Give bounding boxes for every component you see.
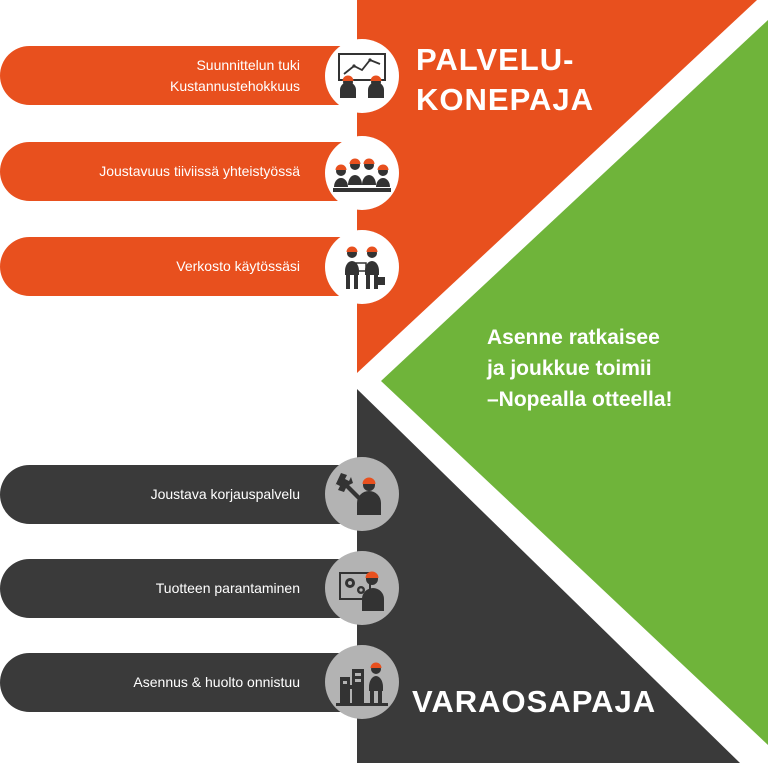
network-workers-icon	[325, 230, 399, 304]
installation-maintenance-icon	[325, 645, 399, 719]
item-label: Verkosto käytössäsi	[176, 258, 300, 274]
design-presentation-icon	[325, 39, 399, 113]
item-label: Joustava korjauspalvelu	[150, 486, 300, 502]
item-label: Joustavuus tiiviissä yhteistyössä	[99, 163, 300, 179]
item-label: Tuotteen parantaminen	[155, 580, 300, 596]
title-line-1: PALVELU-	[416, 42, 575, 77]
slogan-line-3: –Nopealla otteella!	[487, 388, 673, 411]
palvelukonepaja-title	[416, 40, 594, 120]
service-item-design-support	[0, 46, 372, 105]
team-collaboration-icon	[325, 136, 399, 210]
service-item-network	[0, 237, 372, 296]
service-item-repair	[0, 465, 372, 524]
item-label-line-2: Kustannustehokkuus	[170, 77, 300, 94]
service-item-flexibility	[0, 142, 372, 201]
service-item-product-improvement	[0, 559, 372, 618]
repair-wrench-icon	[325, 457, 399, 531]
title-line-2: KONEPAJA	[416, 82, 594, 117]
item-label-line-1: Suunnittelun tuki	[196, 56, 300, 73]
slogan	[487, 322, 673, 415]
product-improvement-icon	[325, 551, 399, 625]
slogan-line-2: ja joukkue toimii	[487, 357, 652, 380]
varaosapaja-title: VARAOSAPAJA	[412, 684, 657, 719]
service-item-installation	[0, 653, 372, 712]
item-label: Asennus & huolto onnistuu	[133, 674, 300, 690]
slogan-line-1: Asenne ratkaisee	[487, 326, 660, 349]
